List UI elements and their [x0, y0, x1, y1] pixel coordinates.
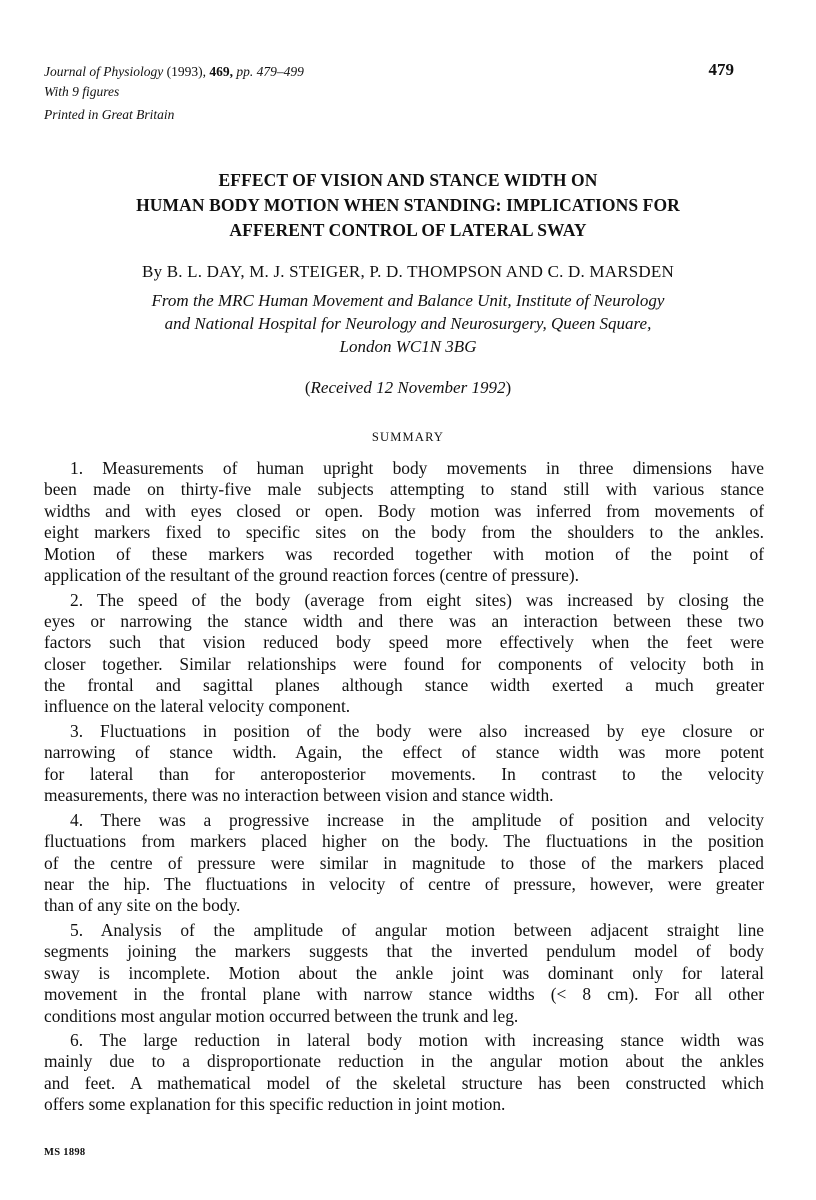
paragraph-line: measurements, there was no interaction between vision and stance width.	[44, 785, 554, 806]
paragraph-line: than of any site on the body.	[44, 895, 241, 916]
affiliation	[40, 289, 776, 358]
received-text: Received 12 November 1992	[310, 378, 506, 397]
journal-year: (1993),	[166, 64, 206, 79]
paper-title	[40, 168, 776, 243]
printed-note: Printed in Great Britain	[44, 107, 175, 122]
journal-volume: 469,	[209, 64, 233, 79]
paragraph-line: 1. Measurements of human upright body movements in three dimensions have	[70, 458, 764, 478]
summary-paragraph	[44, 458, 764, 586]
paragraph-line: for lateral than for anteroposterior movements. In contrast to the velocity	[44, 763, 764, 784]
received-date	[40, 378, 776, 398]
summary-body	[44, 458, 764, 1116]
manuscript-code: MS 1898	[44, 1147, 86, 1158]
paragraph-line: eyes or narrowing the stance width and there was an interaction between these two	[44, 610, 764, 631]
paragraph-line: factors such that vision reduced body speed more effectively when the feet were	[44, 632, 764, 653]
summary-paragraph	[44, 920, 764, 1027]
paragraph-line: been made on thirty-five male subjects attempting to stand still with various stance	[44, 479, 764, 500]
summary-heading: SUMMARY	[371, 430, 445, 444]
paragraph-line: eight markers fixed to specific sites on the body from the shoulders to the ankles.	[44, 522, 764, 543]
affiliation-line: and National Hospital for Neurology and Neurosurgery, Queen Square,	[164, 314, 652, 333]
author-list: By B. L. DAY, M. J. STEIGER, P. D. THOMPSON AND C. D. MARSDEN	[142, 262, 674, 281]
paragraph-line: 5. Analysis of the amplitude of angular motion between adjacent straight line	[70, 919, 764, 940]
summary-paragraph	[44, 590, 764, 718]
paragraph-line: Motion of these markers was recorded together with motion of the point of	[44, 543, 764, 564]
affiliation-line: From the MRC Human Movement and Balance Unit, Institute of Neurology	[151, 291, 665, 310]
paragraph-line: mainly due to a disproportionate reduction in the angular motion about the ankles	[44, 1051, 764, 1072]
affiliation-line: London WC1N 3BG	[339, 337, 477, 356]
figures-note: With 9 figures	[44, 84, 120, 99]
paragraph-line: and feet. A mathematical model of the skeletal structure has been constructed which	[44, 1072, 764, 1093]
paragraph-line: 3. Fluctuations in position of the body were also increased by eye closure or	[70, 721, 764, 742]
paragraph-line: segments joining the markers suggests that the inverted pendulum model of body	[44, 941, 764, 962]
paragraph-line: narrowing of stance width. Again, the effect of stance width was more potent	[44, 742, 764, 763]
paragraph-line: 2. The speed of the body (average from eight sites) was increased by closing the	[70, 589, 764, 610]
paragraph-line: near the hip. The fluctuations in velocity of centre of pressure, however, were greater	[44, 873, 764, 894]
title-line: AFFERENT CONTROL OF LATERAL SWAY	[229, 220, 587, 240]
title-line: EFFECT OF VISION AND STANCE WIDTH ON	[218, 170, 598, 190]
paragraph-line: offers some explanation for this specific reduction in joint motion.	[44, 1094, 506, 1115]
paragraph-line: influence on the lateral velocity component.	[44, 696, 351, 717]
summary-paragraph	[44, 810, 764, 917]
paragraph-line: widths and with eyes closed or open. Body motion was inferred from movements of	[44, 500, 764, 521]
paragraph-line: application of the resultant of the ground reaction forces (centre of pressure).	[44, 564, 580, 585]
paragraph-line: closer together. Similar relationships were found for components of velocity both in	[44, 653, 764, 674]
journal-pages: pp. 479–499	[236, 64, 304, 79]
received-open-paren: (	[304, 378, 311, 397]
summary-paragraph	[44, 1030, 764, 1116]
paragraph-line: 4. There was a progressive increase in the amplitude of position and velocity	[70, 809, 764, 830]
page-number: 479	[708, 60, 734, 79]
received-close-paren: )	[505, 378, 512, 397]
paragraph-line: the frontal and sagittal planes although stance width exerted a much greater	[44, 675, 764, 696]
paragraph-line: conditions most angular motion occurred between the trunk and leg.	[44, 1005, 519, 1026]
title-line: HUMAN BODY MOTION WHEN STANDING: IMPLICATIONS FOR	[136, 195, 680, 215]
paragraph-line: movement in the frontal plane with narrow stance widths (< 8 cm). For all other	[44, 984, 764, 1005]
summary-paragraph	[44, 721, 764, 807]
paragraph-line: of the centre of pressure were similar in magnitude to those of the markers placed	[44, 852, 764, 873]
journal-header	[44, 62, 304, 125]
paragraph-line: fluctuations from markers placed higher on the body. The fluctuations in the position	[44, 831, 764, 852]
paragraph-line: sway is incomplete. Motion about the ankle joint was dominant only for lateral	[44, 962, 764, 983]
paragraph-line: 6. The large reduction in lateral body motion with increasing stance width was	[70, 1030, 764, 1051]
journal-name: Journal of Physiology	[44, 64, 164, 79]
citation-line	[44, 62, 304, 82]
